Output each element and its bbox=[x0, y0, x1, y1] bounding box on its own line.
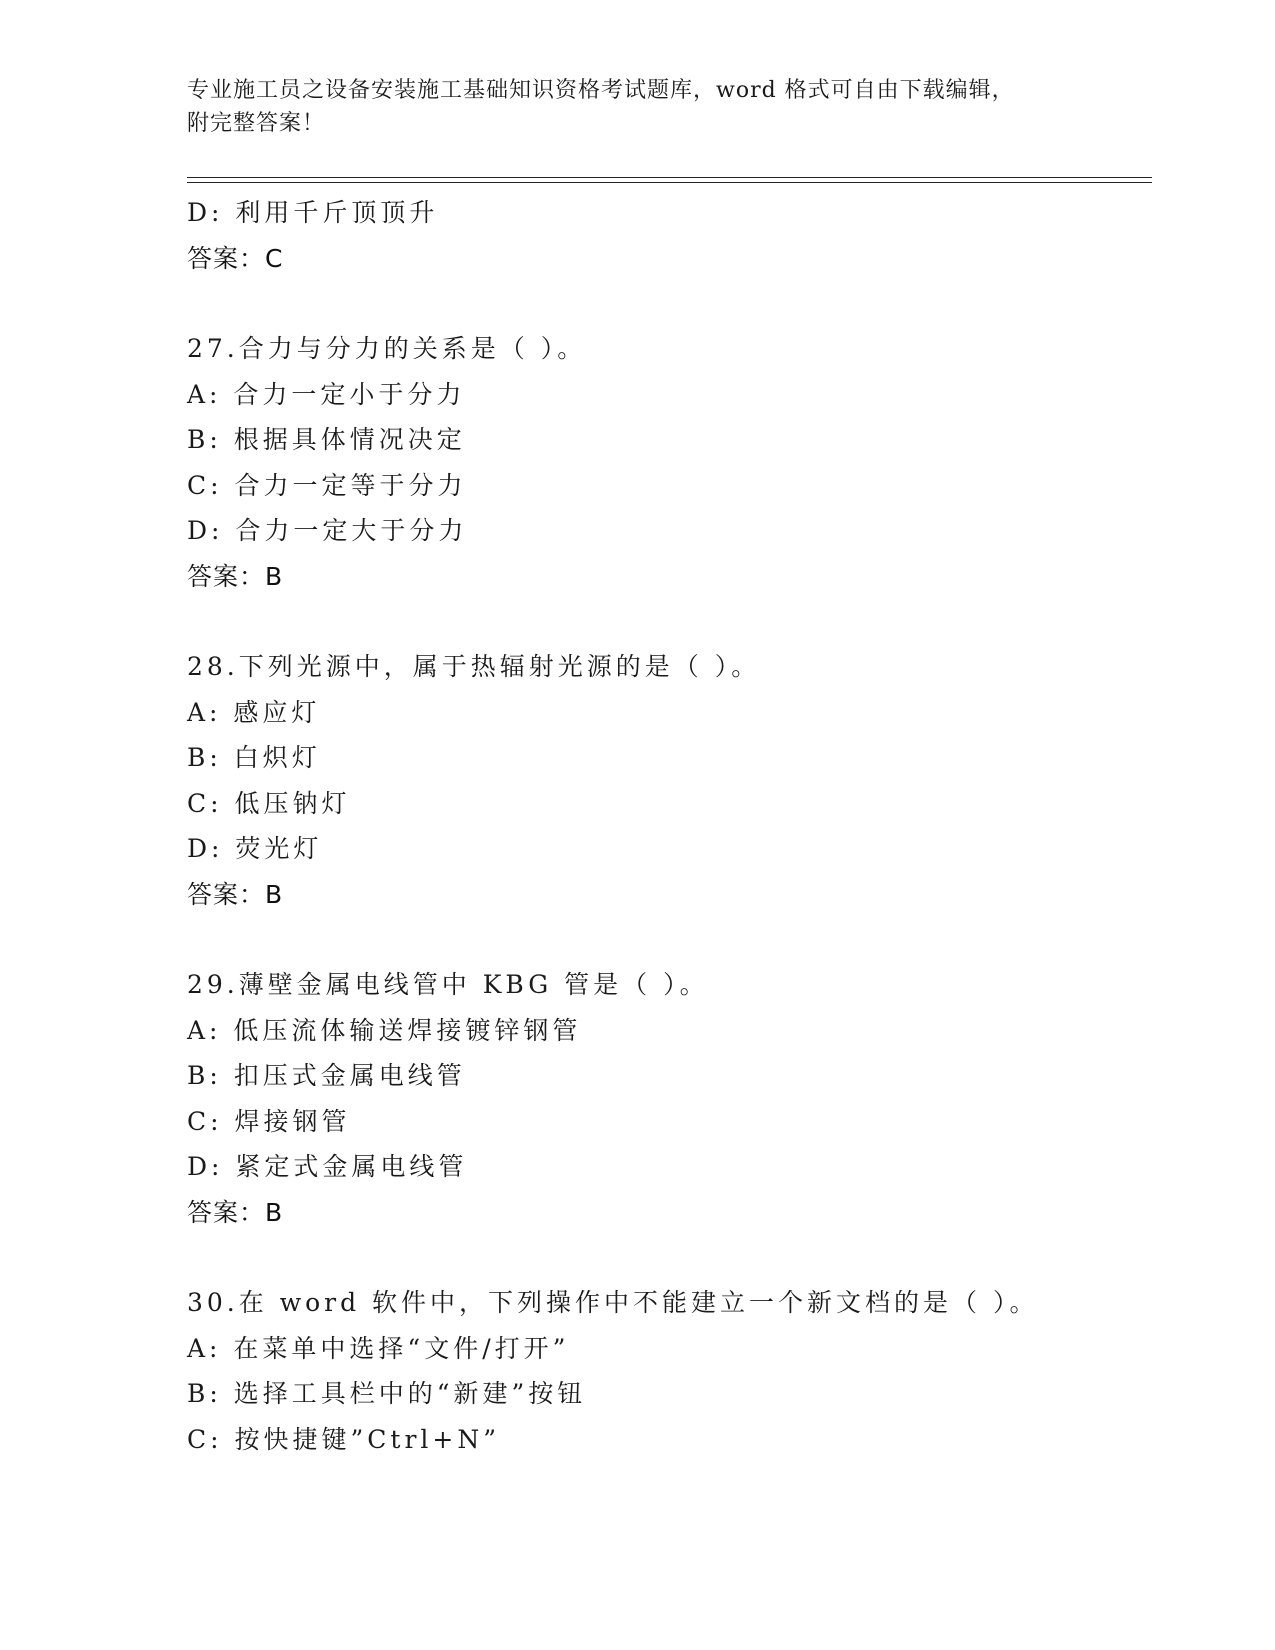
answer-line: 答案：B bbox=[187, 879, 284, 909]
option-a: A: 感应灯 bbox=[187, 697, 321, 727]
option-a: A: 在菜单中选择“文件/打开” bbox=[187, 1333, 570, 1363]
answer-line: 答案：B bbox=[187, 561, 284, 591]
question-stem: 27.合力与分力的关系是（ ）。 bbox=[187, 334, 587, 363]
header-divider-top bbox=[187, 177, 1152, 178]
answer-line: 答案：B bbox=[187, 1197, 284, 1227]
option-d: D: 荧光灯 bbox=[187, 834, 323, 863]
header-line-1: 专业施工员之设备安装施工基础知识资格考试题库，word 格式可自由下载编辑， bbox=[187, 78, 1015, 103]
option-d: D: 利用千斤顶顶升 bbox=[187, 198, 439, 227]
question-stem: 28.下列光源中，属于热辐射光源的是（ ）。 bbox=[187, 652, 761, 681]
option-c: C: 低压钠灯 bbox=[187, 788, 351, 818]
answer-line: 答案：C bbox=[187, 243, 284, 273]
question-29 bbox=[187, 962, 1152, 1235]
spacer bbox=[187, 917, 1152, 962]
option-d: D: 合力一定大于分力 bbox=[187, 516, 468, 545]
document-header bbox=[187, 74, 1087, 140]
option-b: B: 白炽灯 bbox=[187, 743, 321, 772]
spacer bbox=[187, 1235, 1152, 1280]
header-line-2: 附完整答案！ bbox=[187, 111, 326, 136]
option-c: C: 合力一定等于分力 bbox=[187, 470, 467, 500]
question-27 bbox=[187, 326, 1152, 599]
option-b: B: 选择工具栏中的“新建”按钮 bbox=[187, 1379, 587, 1408]
question-stem: 29.薄壁金属电线管中 KBG 管是（ ）。 bbox=[187, 970, 709, 999]
option-d: D: 紧定式金属电线管 bbox=[187, 1152, 468, 1181]
option-c: C: 焊接钢管 bbox=[187, 1106, 351, 1136]
question-28 bbox=[187, 644, 1152, 917]
option-b: B: 根据具体情况决定 bbox=[187, 425, 466, 454]
spacer bbox=[187, 281, 1152, 326]
question-list bbox=[187, 190, 1152, 1462]
option-a: A: 合力一定小于分力 bbox=[187, 379, 466, 409]
question-30 bbox=[187, 1280, 1152, 1462]
option-c: C: 按快捷键”Ctrl+N” bbox=[187, 1424, 501, 1454]
option-a: A: 低压流体输送焊接镀锌钢管 bbox=[187, 1015, 582, 1045]
spacer bbox=[187, 599, 1152, 644]
header-divider-bottom bbox=[187, 182, 1152, 183]
question-stem: 30.在 word 软件中，下列操作中不能建立一个新文档的是（ ）。 bbox=[187, 1288, 1039, 1317]
option-b: B: 扣压式金属电线管 bbox=[187, 1061, 466, 1090]
